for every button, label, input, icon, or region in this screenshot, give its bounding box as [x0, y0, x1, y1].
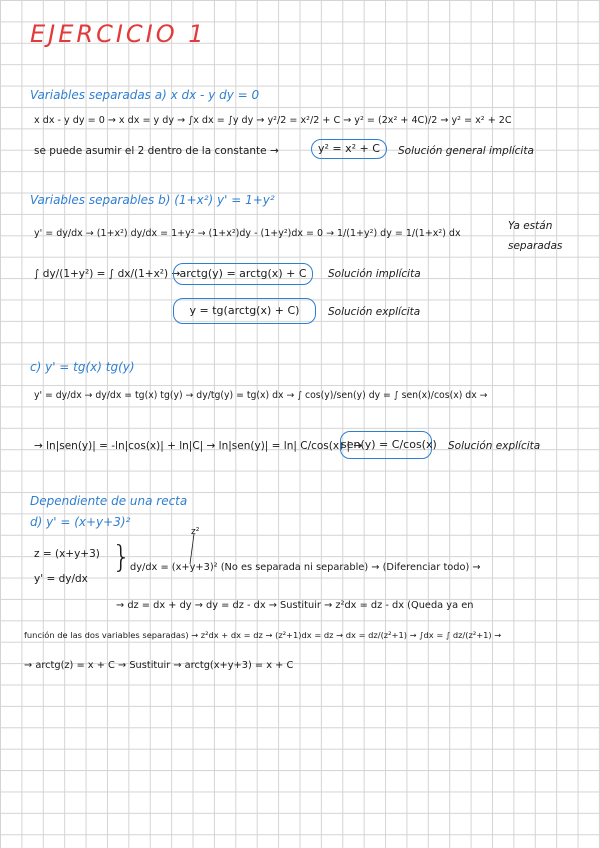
section-a-heading: Variables separadas a) x dx - y dy = 0 — [30, 88, 260, 102]
z-squared-annotation: z² — [191, 527, 200, 537]
brace: } — [112, 540, 132, 575]
substitution-z: z = (x+y+3) — [34, 548, 100, 560]
section-c-heading: c) y' = tg(x) tg(y) — [30, 360, 135, 374]
section-c-line2: → ln|sen(y)| = -ln|cos(x)| + ln|C| → ln|sen(y)| = ln| C/cos(x) | → — [34, 440, 363, 452]
section-b-note-bottom: separadas — [508, 240, 563, 252]
section-a-note: Solución general implícita — [398, 145, 534, 157]
section-d-heading: Dependiente de una recta — [30, 494, 188, 508]
section-a-solution-box: y² = x² + C — [311, 139, 387, 159]
section-a-line1: x dx - y dy = 0 → x dx = y dy → ∫x dx = ∫y dy → y²/2 = x²/2 + C → y² = (2x² + 4C)/2 → y² = x² + 2C — [34, 115, 512, 126]
section-c-line1: y' = dy/dx → dy/dx = tg(x) tg(y) → dy/tg(y) = tg(x) dx → ∫ cos(y)/sen(y) dy = ∫ sen(x)/cos(x) dx → — [34, 390, 488, 401]
section-b-heading: Variables separables b) (1+x²) y' = 1+y² — [30, 193, 275, 207]
section-d-line4: → arctg(z) = x + C → Sustituir → arctg(x+y+3) = x + C — [24, 660, 294, 671]
substitution-y-prime: y' = dy/dx — [34, 573, 88, 585]
section-b-note1: Solución implícita — [328, 268, 421, 280]
section-b-line2: ∫ dy/(1+y²) = ∫ dx/(1+x²) → — [34, 268, 181, 280]
section-b-implicit-box: arctg(y) = arctg(x) + C — [173, 263, 313, 285]
section-d-line2: → dz = dx + dy → dy = dz - dx → Sustituir → z²dx = dz - dx (Queda ya en — [116, 600, 474, 611]
section-c-note: Solución explícita — [448, 440, 541, 452]
section-b-line1: y' = dy/dx → (1+x²) dy/dx = 1+y² → (1+x²)dy - (1+y²)dx = 0 → 1/(1+y²) dy = 1/(1+x²) dx — [34, 228, 461, 239]
section-c-solution-box: sen(y) = C/cos(x) — [340, 431, 432, 459]
section-d-line1: dy/dx = (x+y+3)² (No es separada ni separable) → (Diferenciar todo) → — [130, 562, 481, 573]
annotation-arrow — [180, 530, 210, 570]
section-b-note-top: Ya están — [508, 220, 553, 232]
exercise-title: EJERCICIO 1 — [30, 20, 207, 48]
section-a-line2: se puede asumir el 2 dentro de la constante → — [34, 145, 279, 157]
section-d-line3: función de las dos variables separadas) → z²dx + dx = dz → (z²+1)dx = dz → dx = dz/(z²+1) → ∫dx = ∫ dz/(z²+1) → — [24, 630, 502, 640]
section-b-note2: Solución explícita — [328, 306, 421, 318]
section-d-subheading: d) y' = (x+y+3)² — [30, 515, 131, 529]
section-b-explicit-box: y = tg(arctg(x) + C) — [173, 298, 316, 324]
